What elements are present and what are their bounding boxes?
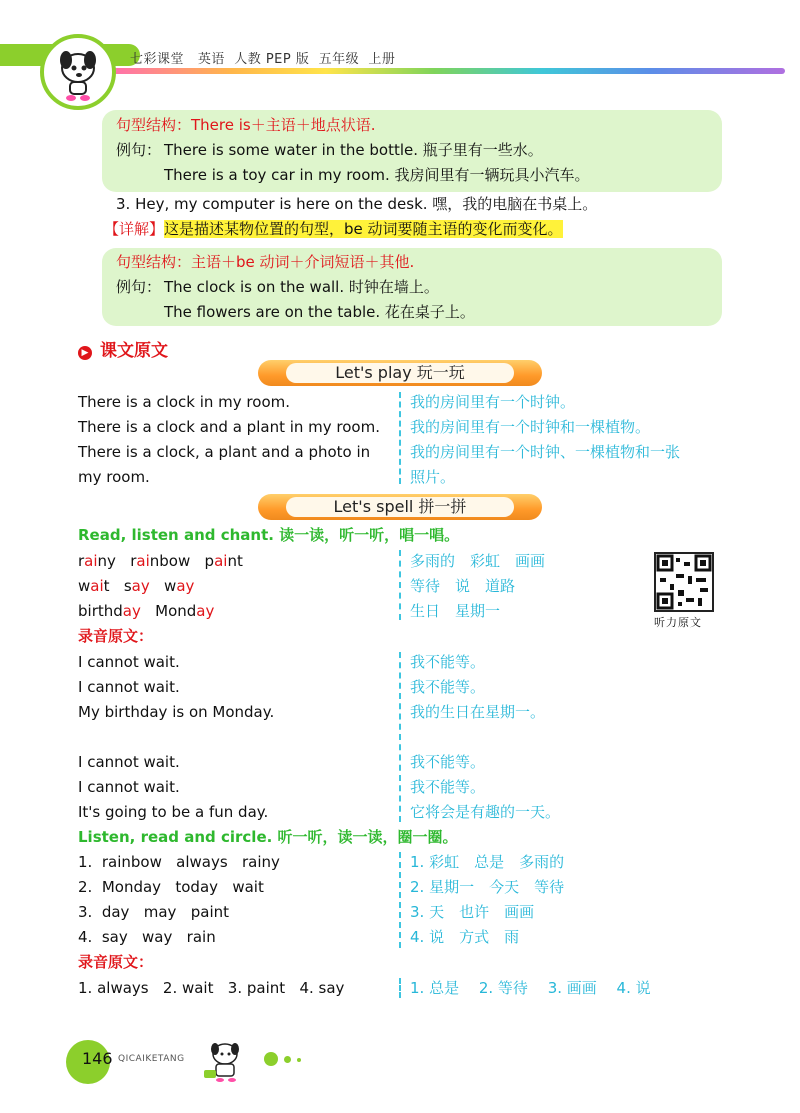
chant-en-6: It's going to be a fun day. [78,803,269,821]
item-3-sentence: 3. Hey, my computer is here on the desk. 嘿，我的电脑在书桌上。 [116,195,598,213]
play-en-4: my room. [78,468,150,486]
header-title [130,48,395,67]
box2-example-label: 例句： [116,278,162,296]
spell-letter-plain: nt [227,552,243,570]
header-rainbow-stripe [110,68,785,74]
header-volume: 上册 [368,52,396,67]
play-en-2: There is a clock and a plant in my room. [78,418,380,436]
spell-divider-1 [399,550,401,620]
lets-spell-banner [258,494,542,520]
chant-zh-4: 我不能等。 [410,753,486,771]
spell-words-3 [78,601,214,621]
circle-zh-4: 4. 说 方式 雨 [410,928,520,946]
dog-mascot-icon [44,38,112,106]
spell-letter-plain: w [78,577,91,595]
spell-letter-plain: Mond [140,602,197,620]
spell-letter-highlight: ay [176,577,195,595]
answers-en: 1. always 2. wait 3. paint 4. say [78,979,345,997]
circle-en-3: 3. day may paint [78,903,229,921]
spell-words-2 [78,576,194,596]
circle-heading: Listen, read and circle. 听一听，读一读，圈一圈。 [78,828,458,846]
answers-divider [399,978,401,998]
circle-zh-1: 1. 彩虹 总是 多雨的 [410,853,565,871]
section-title-text: 课文原文 [100,341,168,361]
footer-brand: QICAIKETANG [118,1054,185,1064]
footer-dot-medium [284,1056,291,1063]
spell-letter-plain: r [115,552,137,570]
box1-structure: 句型结构：There is＋主语＋地点状语. [116,116,376,134]
qr-code-icon [656,554,712,610]
box1-example-1: There is some water in the bottle. 瓶子里有一些水。 [164,141,543,159]
lets-spell-banner-text: Let's spell 拼一拼 [286,497,514,517]
footer-dot-large [264,1052,278,1066]
answers-zh: 1. 总是 2. 等待 3. 画画 4. 说 [410,979,651,997]
mascot-logo [40,34,116,110]
spell-zh-2: 等待 说 道路 [410,577,516,595]
chant-en-2: I cannot wait. [78,678,180,696]
circle-en-4: 4. say way rain [78,928,216,946]
spell-divider-2 [399,652,401,822]
spell-letter-highlight: ai [136,552,150,570]
spell-letter-highlight: ai [214,552,228,570]
item-3-detail [104,219,563,239]
spell-letter-highlight: ai [90,577,104,595]
spell-letter-plain: r [78,552,85,570]
header-edition: 人教 PEP 版 [234,52,310,67]
box2-example-2: The flowers are on the table. 花在桌子上。 [164,303,475,321]
play-divider [399,392,401,484]
play-arrow-icon: ▶ [78,346,92,360]
chant-zh-6: 它将会是有趣的一天。 [410,803,561,821]
transcript2-heading: 录音原文： [78,953,154,971]
circle-en-1: 1. rainbow always rainy [78,853,280,871]
play-zh-3: 我的房间里有一个时钟、一棵植物和一张 [410,443,681,461]
chant-en-3: My birthday is on Monday. [78,703,275,721]
spell-letter-plain: p [190,552,215,570]
spell-zh-1: 多雨的 彩虹 画画 [410,552,546,570]
play-zh-1: 我的房间里有一个时钟。 [410,393,576,411]
chant-zh-3: 我的生日在星期一。 [410,703,546,721]
spell-letter-plain: s [109,577,132,595]
lets-play-banner-text: Let's play 玩一玩 [286,363,514,383]
box1-example-label: 例句： [116,141,162,159]
spell-letter-highlight: ay [131,577,150,595]
chant-zh-1: 我不能等。 [410,653,486,671]
transcript-heading: 录音原文： [78,627,154,645]
spell-words-1 [78,551,243,571]
footer-dot-small [297,1058,301,1062]
spell-letter-plain: w [149,577,177,595]
circle-zh-3: 3. 天 也许 画画 [410,903,535,921]
chant-zh-2: 我不能等。 [410,678,486,696]
circle-divider [399,852,401,948]
header-grade: 五年级 [318,52,360,67]
chant-en-5: I cannot wait. [78,778,180,796]
box2-example-1: The clock is on the wall. 时钟在墙上。 [164,278,439,296]
header-subject: 英语 [197,52,225,67]
spell-letter-plain: nbow [149,552,191,570]
spell-letter-highlight: ay [122,602,141,620]
chant-zh-5: 我不能等。 [410,778,486,796]
circle-zh-2: 2. 星期一 今天 等待 [410,878,565,896]
page-number: 146 [82,1049,113,1068]
play-en-1: There is a clock in my room. [78,393,291,411]
section-title [78,336,168,361]
qr-code[interactable] [654,552,714,612]
play-en-3: There is a clock, a plant and a photo in [78,443,371,461]
box1-example-2: There is a toy car in my room. 我房间里有一辆玩具小汽车。 [164,166,590,184]
play-zh-2: 我的房间里有一个时钟和一棵植物。 [410,418,651,436]
chant-heading: Read, listen and chant. 读一读，听一听，唱一唱。 [78,526,460,544]
qr-label: 听力原文 [654,616,702,629]
spell-letter-plain: birthd [78,602,123,620]
chant-en-4: I cannot wait. [78,753,180,771]
spell-letter-plain: ny [97,552,116,570]
lets-play-banner [258,360,542,386]
chant-en-1: I cannot wait. [78,653,180,671]
spell-letter-highlight: ay [196,602,215,620]
box2-structure: 句型结构：主语＋be 动词＋介词短语＋其他. [116,253,415,271]
spell-zh-3: 生日 星期一 [410,602,501,620]
spell-letter-plain: t [103,577,110,595]
detail-text: 这是描述某物位置的句型，be 动词要随主语的变化而变化。 [164,220,563,238]
circle-en-2: 2. Monday today wait [78,878,264,896]
detail-tag: 【详解】 [104,220,165,238]
play-zh-4: 照片。 [410,468,456,486]
header-series: 七彩课堂 [130,52,185,67]
footer-mascot-icon [200,1036,250,1084]
spell-letter-highlight: ai [84,552,98,570]
